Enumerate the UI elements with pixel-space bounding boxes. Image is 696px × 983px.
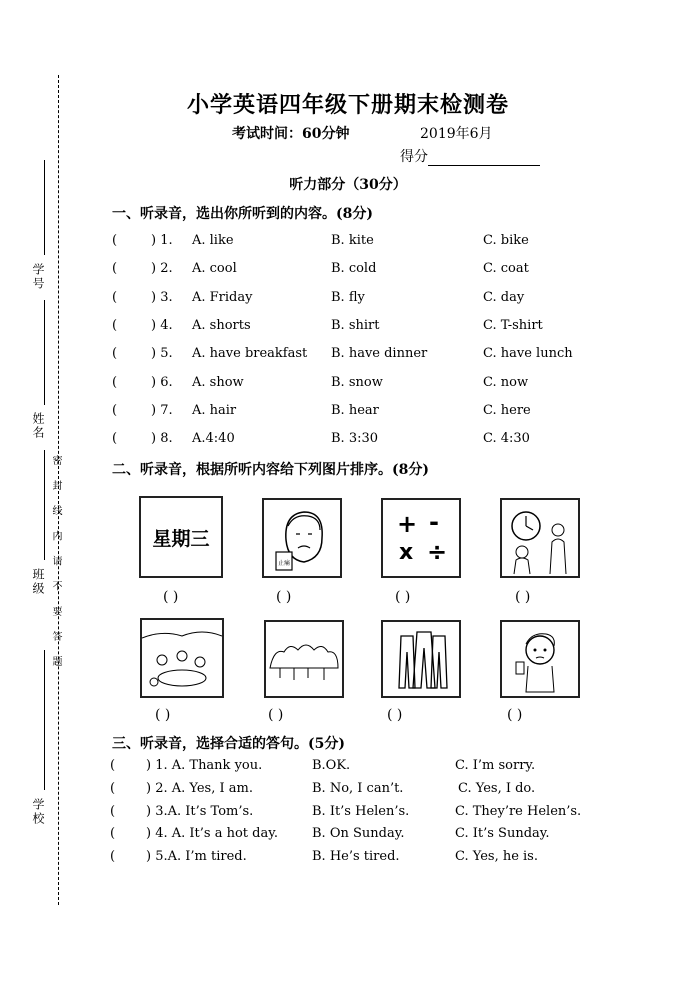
option-c: C. 4:30 xyxy=(483,431,530,446)
plus-symbol: + xyxy=(397,510,418,538)
option-b: B. shirt xyxy=(331,318,380,333)
open-paren[interactable]: ( xyxy=(110,781,116,796)
section-2-title: 二、听录音，根据所听内容给下列图片排序。(8分) xyxy=(112,462,429,478)
option-b: B. 3:30 xyxy=(331,431,379,446)
open-paren[interactable]: ( xyxy=(112,318,118,333)
option-b: B. No, I can’t. xyxy=(312,781,404,796)
divide-symbol: ÷ xyxy=(427,538,448,566)
option-c: C. have lunch xyxy=(483,346,573,361)
option-a: A. like xyxy=(192,233,234,248)
option-c: C. bike xyxy=(483,233,529,248)
painkiller-label: 止痛 xyxy=(277,560,290,567)
open-paren[interactable]: ( xyxy=(110,804,116,819)
open-paren[interactable]: ( xyxy=(112,290,118,305)
picture-math-symbols xyxy=(381,498,461,578)
option-c: C. It’s Sunday. xyxy=(455,826,550,841)
open-paren[interactable]: ( xyxy=(112,375,118,390)
score-blank[interactable] xyxy=(428,151,540,166)
open-paren[interactable]: ( xyxy=(110,758,116,773)
open-paren[interactable]: ( xyxy=(110,826,116,841)
question-number: ) 7. xyxy=(151,403,173,418)
picture-wednesday xyxy=(139,496,223,578)
option-b: B. have dinner xyxy=(331,346,428,361)
question-number: ) 5. xyxy=(151,346,173,361)
option-a: A.4:40 xyxy=(192,431,235,446)
seal-note: 密 封 线 内 请 不 要 答 题 xyxy=(50,455,61,673)
picture-sick-boy-icon xyxy=(500,620,580,698)
option-a: A. have breakfast xyxy=(192,346,308,361)
option-a: A. hair xyxy=(192,403,237,418)
times-symbol: x xyxy=(399,540,414,565)
option-a: A. show xyxy=(192,375,244,390)
option-a: A. cool xyxy=(192,261,237,276)
score-label: 得分 xyxy=(400,149,428,165)
question-number: ) 6. xyxy=(151,375,173,390)
option-b: B. On Sunday. xyxy=(312,826,405,841)
answer-paren[interactable]: ( ) xyxy=(163,589,179,605)
question-number: ) 4. xyxy=(151,318,173,333)
option-c: C. T-shirt xyxy=(483,318,543,333)
option-c: C. I’m sorry. xyxy=(455,758,536,773)
option-b: B. fly xyxy=(331,290,365,305)
open-paren[interactable]: ( xyxy=(112,403,118,418)
open-paren[interactable]: ( xyxy=(112,261,118,276)
option-a: A. Friday xyxy=(192,290,253,305)
open-paren[interactable]: ( xyxy=(112,233,118,248)
wednesday-text: 星期三 xyxy=(152,528,210,550)
exam-date: 2019年6月 xyxy=(420,126,493,142)
question-stem: ) 2. A. Yes, I am. xyxy=(146,781,253,796)
open-paren[interactable]: ( xyxy=(112,431,118,446)
option-c: C. here xyxy=(483,403,531,418)
minus-symbol: - xyxy=(429,508,439,536)
option-c: C. now xyxy=(483,375,529,390)
open-paren[interactable]: ( xyxy=(112,346,118,361)
picture-trousers-icon xyxy=(381,620,461,698)
option-b: B. snow xyxy=(331,375,383,390)
question-number: ) 1. xyxy=(151,233,173,248)
part-title: 听力部分（30分） xyxy=(289,177,407,193)
exam-time: 考试时间：60分钟 xyxy=(232,126,350,142)
question-number: ) 8. xyxy=(151,431,173,446)
answer-paren[interactable]: ( ) xyxy=(155,707,171,723)
option-c: C. Yes, I do. xyxy=(458,781,536,796)
option-c: C. They’re Helen’s. xyxy=(455,804,582,819)
option-b: B. kite xyxy=(331,233,374,248)
option-b: B. cold xyxy=(331,261,377,276)
option-c: C. Yes, he is. xyxy=(455,849,538,864)
class-label: 班级 xyxy=(31,568,45,596)
picture-clock-people-icon xyxy=(500,498,580,578)
name-line xyxy=(44,300,45,405)
page-title: 小学英语四年级下册期末检测卷 xyxy=(186,92,509,118)
score-field[interactable] xyxy=(400,146,540,166)
school-line xyxy=(44,650,45,790)
picture-forest-icon xyxy=(264,620,344,698)
option-c: C. day xyxy=(483,290,525,305)
picture-toothache-icon xyxy=(262,498,342,578)
question-stem: ) 3.A. It’s Tom’s. xyxy=(146,804,254,819)
section-1-title: 一、听录音，选出你所听到的内容。(8分) xyxy=(112,206,373,222)
name-label: 姓名 xyxy=(31,412,45,440)
school-label: 学校 xyxy=(31,798,45,826)
class-line xyxy=(44,450,45,560)
question-stem: ) 4. A. It’s a hot day. xyxy=(146,826,278,841)
option-b: B.OK. xyxy=(312,758,351,773)
question-stem: ) 5.A. I’m tired. xyxy=(146,849,247,864)
school-no-label: 学号 xyxy=(31,263,45,291)
option-a: A. shorts xyxy=(192,318,251,333)
picture-picnic-icon xyxy=(140,618,224,698)
answer-paren[interactable]: ( ) xyxy=(507,707,523,723)
option-c: C. coat xyxy=(483,261,529,276)
option-b: B. hear xyxy=(331,403,379,418)
answer-paren[interactable]: ( ) xyxy=(387,707,403,723)
answer-paren[interactable]: ( ) xyxy=(395,589,411,605)
section-3-title: 三、听录音，选择合适的答句。(5分) xyxy=(112,736,345,752)
open-paren[interactable]: ( xyxy=(110,849,116,864)
question-stem: ) 1. A. Thank you. xyxy=(146,758,263,773)
question-number: ) 3. xyxy=(151,290,173,305)
option-b: B. It’s Helen’s. xyxy=(312,804,410,819)
option-b: B. He’s tired. xyxy=(312,849,400,864)
question-number: ) 2. xyxy=(151,261,173,276)
answer-paren[interactable]: ( ) xyxy=(268,707,284,723)
answer-paren[interactable]: ( ) xyxy=(276,589,292,605)
answer-paren[interactable]: ( ) xyxy=(515,589,531,605)
